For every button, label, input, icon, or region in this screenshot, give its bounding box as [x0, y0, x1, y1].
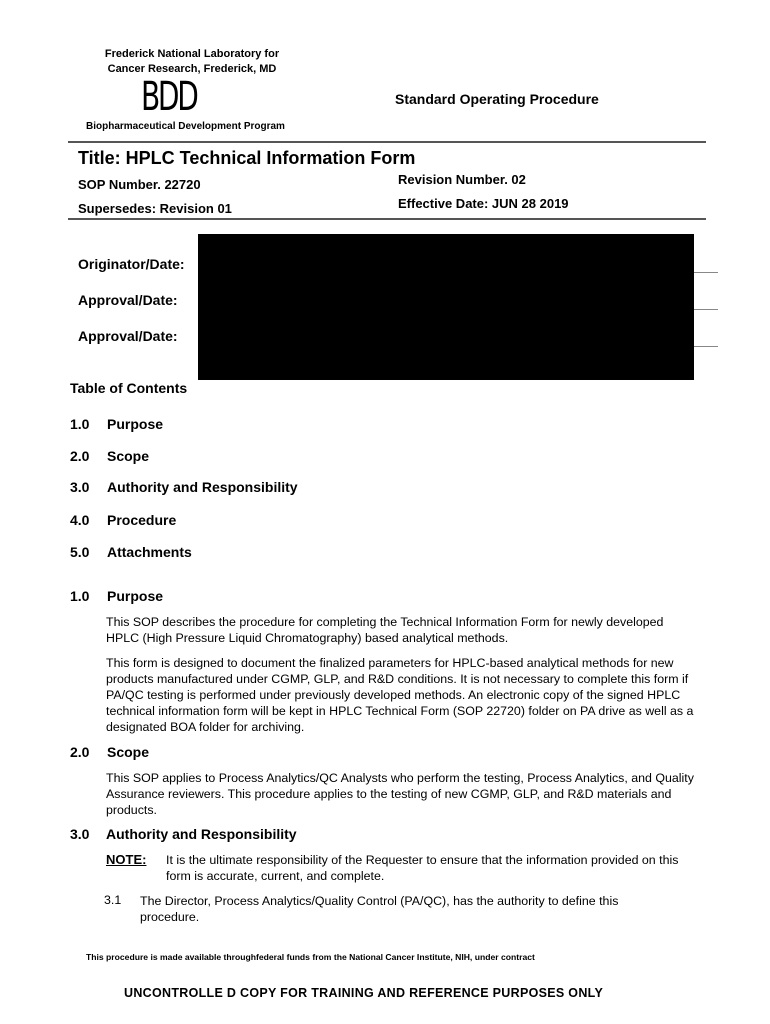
toc-item-attachments: Attachments: [107, 544, 192, 560]
sop-number: SOP Number. 22720: [78, 177, 201, 192]
effective-date: Effective Date: JUN 28 2019: [398, 196, 569, 211]
toc-item-scope: Scope: [107, 448, 150, 464]
revision-number: Revision Number. 02: [398, 172, 526, 187]
document-title: Title: HPLC Technical Information Form: [78, 148, 416, 168]
toc-item-authority: Authority and Responsibility: [107, 479, 298, 495]
signature-line: [694, 272, 718, 273]
toc-item-number: 2.0: [70, 448, 90, 464]
toc-item-number: 5.0: [70, 544, 90, 560]
section-number: 3.0: [70, 826, 90, 842]
signature-line: [694, 346, 718, 347]
toc-item-number: 1.0: [70, 416, 90, 432]
uncontrolled-copy-stamp: UNCONTROLLE D COPY FOR TRAINING AND REFERENCE PURPOSES ONLY: [124, 986, 604, 1000]
toc-item-purpose: Purpose: [107, 416, 164, 432]
note-label: NOTE:: [106, 852, 147, 867]
note-text: It is the ultimate responsibility of the Requester to ensure that the information provided on this form is accurate, current, and complete.: [166, 853, 679, 883]
purpose-paragraph-2: This form is designed to document the finalized parameters for HPLC-based analytical methods for new products manufactured under CGMP, GLP, and R&D conditions. It is not necessary to complete this form if PA/QC testing is performed under previously developed methods. An electronic copy of the signed HPLC technical information form will be kept in HPLC Technical Form (SOP 22720) folder on PA drive as well as a designated BOA folder for archiving.: [106, 656, 694, 734]
approval-date-label-1: Approval/Date:: [78, 292, 178, 308]
section-number: 2.0: [70, 744, 90, 760]
document-type: Standard Operating Procedure: [395, 91, 599, 107]
toc-item-procedure: Procedure: [107, 512, 177, 528]
section-heading-scope: Scope: [107, 744, 150, 760]
program-name: Biopharmaceutical Development Program: [86, 121, 285, 132]
supersedes: Supersedes: Revision 01: [78, 201, 232, 216]
section-heading-authority: Authority and Responsibility: [106, 826, 297, 842]
org-name-line1: Frederick National Laboratory for: [104, 48, 280, 60]
toc-item-number: 4.0: [70, 512, 90, 528]
originator-date-label: Originator/Date:: [78, 256, 185, 272]
toc-heading: Table of Contents: [70, 380, 188, 396]
org-name-line2: Cancer Research, Frederick, MD: [107, 63, 277, 75]
title-divider: [68, 218, 706, 220]
toc-item-number: 3.0: [70, 479, 90, 495]
section-number: 1.0: [70, 588, 90, 604]
redacted-signatures: [198, 234, 694, 380]
approval-date-label-2: Approval/Date:: [78, 328, 178, 344]
header-divider: [68, 141, 706, 143]
purpose-paragraph-1: This SOP describes the procedure for completing the Technical Information Form for newly developed HPLC (High Pressure Liquid Chromatography) based analytical methods.: [106, 615, 664, 645]
scope-paragraph: This SOP applies to Process Analytics/QC Analysts who perform the testing, Process Analytics, and Quality Assurance reviewers. This procedure applies to the testing of new CGMP, GLP, and R&D materials and products.: [106, 771, 694, 817]
funding-statement: This procedure is made available throughfederal funds from the National Cancer Institute, NIH, under contract: [86, 952, 535, 962]
section-heading-purpose: Purpose: [107, 588, 164, 604]
bdd-logo: BDD: [141, 74, 197, 120]
signature-line: [694, 309, 718, 310]
item-3-1-text: The Director, Process Analytics/Quality Control (PA/QC), has the authority to define this procedure.: [140, 894, 619, 924]
item-number: 3.1: [104, 893, 122, 907]
